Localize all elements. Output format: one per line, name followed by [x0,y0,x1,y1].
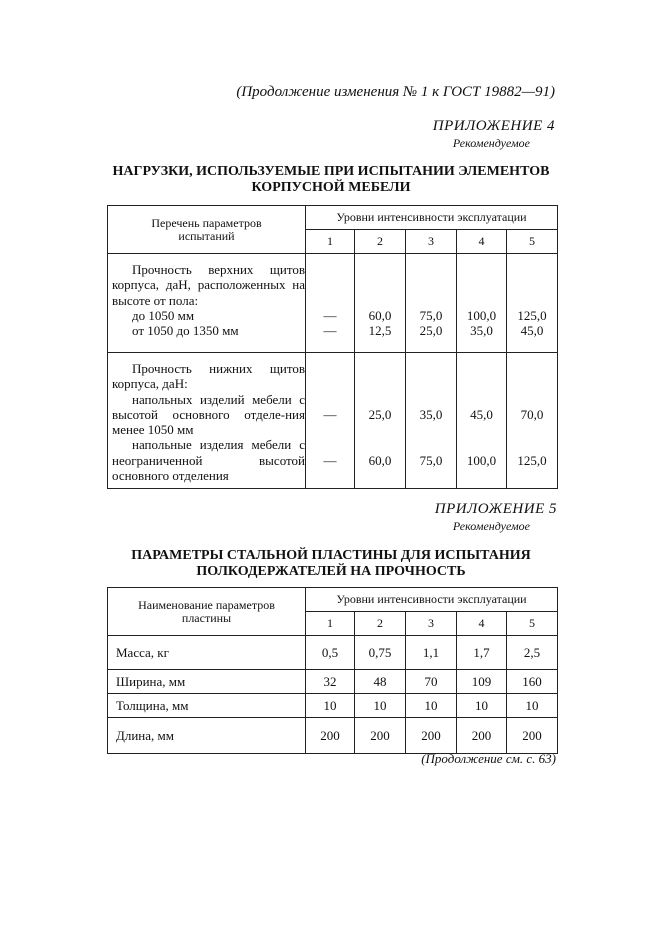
appendix-4-title-line-2: КОРПУСНОЙ МЕБЕЛИ [251,180,411,195]
loads-table [107,205,558,489]
table-row [108,353,558,489]
value-cell: 45,0 100,0 [457,353,507,489]
param-cell [108,254,306,353]
value-cell: 0,75 [355,636,406,670]
appendix-5-title-line-1: ПАРАМЕТРЫ СТАЛЬНОЙ ПЛАСТИНЫ ДЛЯ ИСПЫТАНИЯ [131,548,531,563]
value-cell: — — [306,353,355,489]
value-cell: 10 [507,694,558,718]
value-cell: 35,0 75,0 [406,353,457,489]
value-cell: 109 [457,670,507,694]
appendix-5-title [100,548,562,580]
level-header: 3 [406,612,457,636]
param-name: Масса, кг [108,636,306,670]
value-cell: 75,0 25,0 [406,254,457,353]
appendix-4-label: ПРИЛОЖЕНИЕ 4 [432,118,555,134]
continuation-header: (Продолжение изменения № 1 к ГОСТ 19882—91) [236,84,555,100]
value-cell: 10 [306,694,355,718]
value-cell: 10 [406,694,457,718]
appendix-4-note: Рекомендуемое [452,136,530,150]
value-cell: 70,0 125,0 [507,353,558,489]
table-row [108,694,558,718]
value-cell: 60,0 12,5 [355,254,406,353]
table-row [108,718,558,754]
value-cell: 200 [306,718,355,754]
value-cell: 200 [457,718,507,754]
value-cell: 32 [306,670,355,694]
table-row [108,636,558,670]
param-text: напольные изделия мебели с неограниченной высотой основного отделения [112,437,305,484]
param-name: Ширина, мм [108,670,306,694]
value-cell: 2,5 [507,636,558,670]
value-cell: 125,0 45,0 [507,254,558,353]
param-text: Прочность нижних щитов корпуса, даН: [112,361,305,392]
value-cell: — — [306,254,355,353]
appendix-5-label: ПРИЛОЖЕНИЕ 5 [434,501,557,517]
value-cell: 25,0 60,0 [355,353,406,489]
value-cell: 10 [457,694,507,718]
param-subitem: до 1050 мм [132,307,195,323]
appendix-4-title-line-1: НАГРУЗКИ, ИСПОЛЬЗУЕМЫЕ ПРИ ИСПЫТАНИИ ЭЛЕМЕНТОВ [112,164,550,179]
value-cell: 200 [406,718,457,754]
value-cell: 10 [355,694,406,718]
param-header-line-2: пластины [181,610,232,625]
levels-header: Уровни интенсивности эксплуатации [306,588,558,612]
level-header: 4 [457,230,507,254]
value-cell: 0,5 [306,636,355,670]
param-column-header [108,206,306,254]
continuation-footer: (Продолжение см. с. 63) [421,751,556,766]
level-header: 5 [507,612,558,636]
param-name: Длина, мм [108,718,306,754]
param-subitem: от 1050 до 1350 мм [132,323,239,339]
param-text: Прочность верхних щитов корпуса, даН, расположенных на высоте от пола: [112,262,306,308]
level-header: 5 [507,230,558,254]
level-header: 2 [355,612,406,636]
value-cell: 70 [406,670,457,694]
param-column-header [108,588,306,636]
value-cell: 1,7 [457,636,507,670]
value-cell: 100,0 35,0 [457,254,507,353]
value-cell: 1,1 [406,636,457,670]
plate-parameters-table [107,587,558,754]
table-row [108,670,558,694]
level-header: 3 [406,230,457,254]
appendix-4-title [100,164,562,196]
appendix-5-title-line-2: ПОЛКОДЕРЖАТЕЛЕЙ НА ПРОЧНОСТЬ [196,564,466,579]
value-cell: 160 [507,670,558,694]
level-header: 1 [306,612,355,636]
level-header: 2 [355,230,406,254]
value-cell: 200 [355,718,406,754]
param-cell [108,353,306,489]
appendix-5-note: Рекомендуемое [452,519,530,533]
level-header: 1 [306,230,355,254]
level-header: 4 [457,612,507,636]
param-header-line-1: Перечень параметров [151,215,262,230]
param-header-line-1: Наименование параметров [138,597,275,612]
levels-header: Уровни интенсивности эксплуатации [306,206,558,230]
param-name: Толщина, мм [108,694,306,718]
table-row [108,254,558,353]
param-header-line-2: испытаний [178,228,235,243]
param-text: напольных изделий мебели с высотой основного отделе-ния менее 1050 мм [112,391,306,438]
value-cell: 48 [355,670,406,694]
value-cell: 200 [507,718,558,754]
